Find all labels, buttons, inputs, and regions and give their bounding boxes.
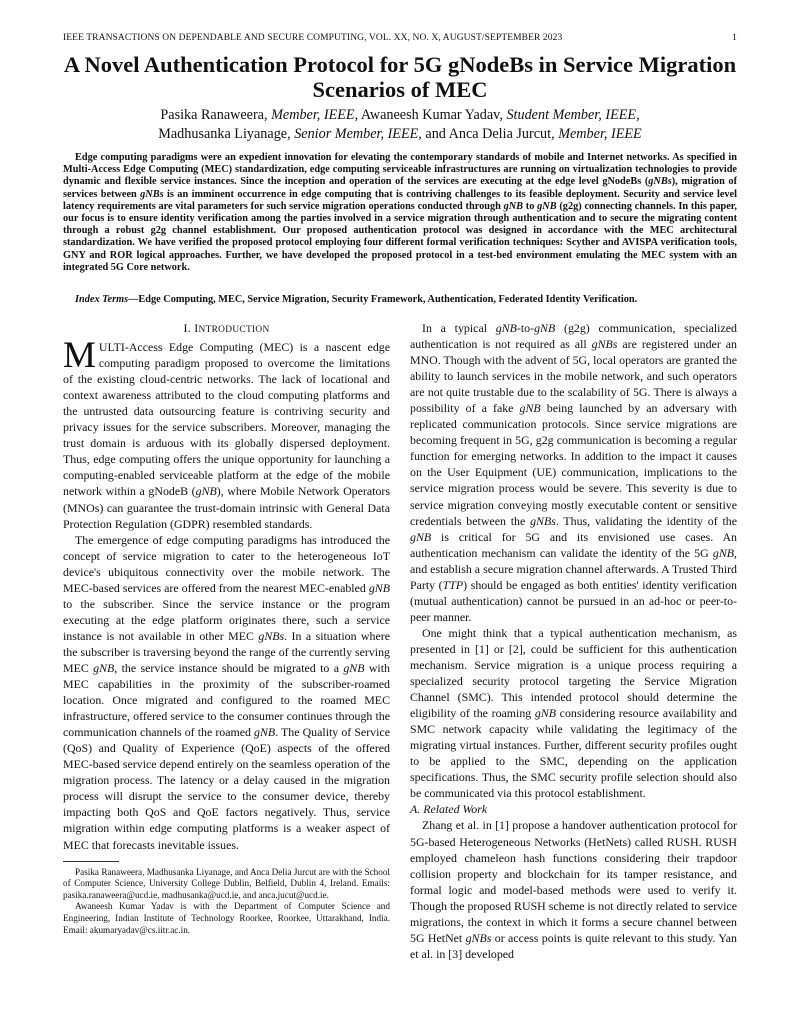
abstract: Edge computing paradigms were an expedient innovation for elevating the contemporary standards of mobile and Internet networks. As specified in Multi-Access Edge Computing (MEC) standardization, edge computing serviceable infrastructures are running on virtualization technologies to provide dynamic and flexible service instances. Since the inception and operation of the services are executing at the edge level gNodeBs (gNBs), migration of services between gNBs is an imminent occurrence in edge computing that is contriving challenges to its feasible deployment. Security and service level latency requirements are vital parameters for such service migration operations conducted through gNB to gNB (g2g) connecting channels. In this paper, our focus is to ensure identity verification among the parties involved in a service migration through authentication and to secure the migrating content through a robust g2g channel establishment. Our proposed authentication protocol was designed in accordance with the MEC architectural standardization. We have verified the proposed protocol employing four different formal verification techniques: Scyther and AVISPA verification tools, GNY and ROR logical approaches. Further, we have developed the proposed protocol in a test-bed environment emulating the MEC system with an integrated 5G Core network. bbox=[63, 152, 738, 273]
page-number: 1 bbox=[732, 33, 737, 43]
author-role: Senior Member, IEEE, bbox=[294, 126, 422, 142]
journal-name: IEEE TRANSACTIONS ON DEPENDABLE AND SECURE COMPUTING, VOL. XX, NO. X, AUGUST/SEPTEMBER 2023 bbox=[63, 33, 563, 43]
author-name: Pasika Ranaweera, bbox=[160, 107, 268, 123]
footnote-affiliation: Pasika Ranaweera, Madhusanka Liyanage, and Anca Delia Jurcut are with the School of Computer Science, University College Dublin, Belfield, Dublin 4, Ireland. Emails: pasika.ranaweera@ucd.ie, madhusanka@ucd.ie, and anca.jucut@ucd.ie. bbox=[63, 866, 390, 900]
drop-cap: M bbox=[63, 335, 96, 377]
paragraph: MULTI-Access Edge Computing (MEC) is a nascent edge computing paradigm proposed to overcome the limitations of the existing cloud-centric networks. The lack of locational and context awareness attributed to the cloud computing platforms and the untrusted data outsourcing feature is contriving security and privacy issues for the service subscribers. Moreover, managing the trust domain is arduous with its globally dispersed deployment. Thus, edge computing offers the unique opportunity for launching a computing-enabled serviceable platform at the edge of the mobile network within a gNodeB (gNB), where Mobile Network Operators (MNOs) can guarantee the trust-domain intrinsic with General Data Protection Regulation (GDPR) resembled standards. bbox=[63, 335, 390, 531]
author-name: Anca Delia Jurcut, bbox=[448, 126, 555, 142]
paper-title: A Novel Authentication Protocol for 5G gNodeBs in Service Migration Scenarios of MEC bbox=[63, 52, 737, 102]
paragraph: One might think that a typical authentication mechanism, as presented in [1] or [2], could be sufficient for this authentication mechanism. Service migration is a unique process requiring a specialized security protocol targeting the Service Migration Channel (SMC). This intended protocol should determine the eligibility of the roaming gNB considering resource availability and SMC network capacity while validating the legitimacy of the migrating virtual instances. Further, different security profiles ought to be applied to the SMC, depending on the application specifications. Thus, the SMC security profile selection should also be communicated via this protocol establishment. bbox=[410, 625, 737, 801]
author-role: Student Member, IEEE, bbox=[506, 107, 640, 123]
running-header bbox=[63, 33, 737, 47]
author-role: Member, IEEE, bbox=[271, 107, 359, 123]
author-role: Member, IEEE bbox=[558, 126, 642, 142]
paragraph: In a typical gNB-to-gNB (g2g) communication, specialized authentication is not required as all gNBs are registered under an MNO. Though with the advent of 5G, local operators are granted the ability to launch services in the mobile network, and such operators are not quite trustable due to the scalability of 5G. There is always a possibility of a fake gNB being launched by an adversary with replicated communication protocols. Since service migrations are becoming frequent in 5G, g2g communication is becoming a regular function for emerging networks. In addition to the impact it causes on the User Equipment (UE) communication, implications to the service migration process would be severe. This severity is due to service migration conveying mostly executable content or sensitive credentials between the gNBs. Thus, validating the identity of the gNB is critical for 5G and its envisioned use cases. An authentication mechanism can validate the identity of the 5G gNB, and establish a secure migration channel afterwards. A Trusted Third Party (TTP) should be engaged as both entities' identity verification (mutual authentication) cannot be pursued in an ad-hoc or peer-to-peer manner. bbox=[410, 321, 738, 624]
footnote-divider bbox=[63, 861, 119, 862]
left-column bbox=[63, 320, 390, 936]
author-list bbox=[60, 106, 740, 144]
right-column bbox=[410, 320, 737, 962]
paragraph: Zhang et al. in [1] propose a handover authentication protocol for 5G-based Heterogeneous Networks (HetNets) called RUSH. RUSH employed chameleon hash functions considering their trapdoor collision property and blockchain for its tamper resistance, and formal logic and model-based methods were used to verify it. Though the proposed RUSH scheme is not directly related to service migrations, the context in which it forms a secure channel between 5G HetNet gNBs or access points is quite relevant to this study. Yan et al. in [3] developed bbox=[410, 818, 737, 961]
index-terms bbox=[63, 294, 737, 306]
footnote-affiliation: Awaneesh Kumar Yadav is with the Department of Computer Science and Engineering, Indian Institute of Technology Roorkee, Roorkee, Uttarakhand, India. Email: akumaryadav@cs.iitr.ac.in. bbox=[63, 901, 390, 935]
section-heading-introduction: I. INTRODUCTION bbox=[183, 321, 270, 335]
paragraph: The emergence of edge computing paradigms has introduced the concept of service migration to cater to the heterogeneous IoT device's ubiquitous connectivity over the mobile network. The MEC-based services are offered from the nearest MEC-enabled gNB to the subscriber. Since the service instance or the program executing at the edge platform originates there, such a service instance is not available in other MEC gNBs. In a situation where the subscriber is traversing beyond the range of the currently serving MEC gNB, the service instance should be migrated to a gNB with MEC capabilities in the proximity of the subscriber-roamed location. Once migrated and configured to the roamed MEC infrastructure, offered service to the consumer continues through the communication channels of the roamed gNB. The Quality of Service (QoS) and Quality of Experience (QoE) aspects of the offered MEC-based service depend entirely on the seamless operation of the migration process. The latency or a delay caused in the migration process will disrupt the service to the consumer device, thereby impacting both QoS and QoE factors negatively. Thus, service migration within edge computing platforms is a weaker aspect of MEC that forecasts inevitable issues. bbox=[63, 532, 390, 852]
author-name: Awaneesh Kumar Yadav, bbox=[360, 107, 503, 123]
index-terms-text: —Edge Computing, MEC, Service Migration, Security Framework, Authentication, Federated Identity Verification. bbox=[128, 294, 638, 305]
author-name: Madhusanka Liyanage, bbox=[158, 126, 291, 142]
index-terms-label: Index Terms bbox=[75, 294, 129, 305]
author-conjunction: and bbox=[425, 126, 446, 142]
subsection-heading-related-work: A. Related Work bbox=[410, 802, 488, 817]
